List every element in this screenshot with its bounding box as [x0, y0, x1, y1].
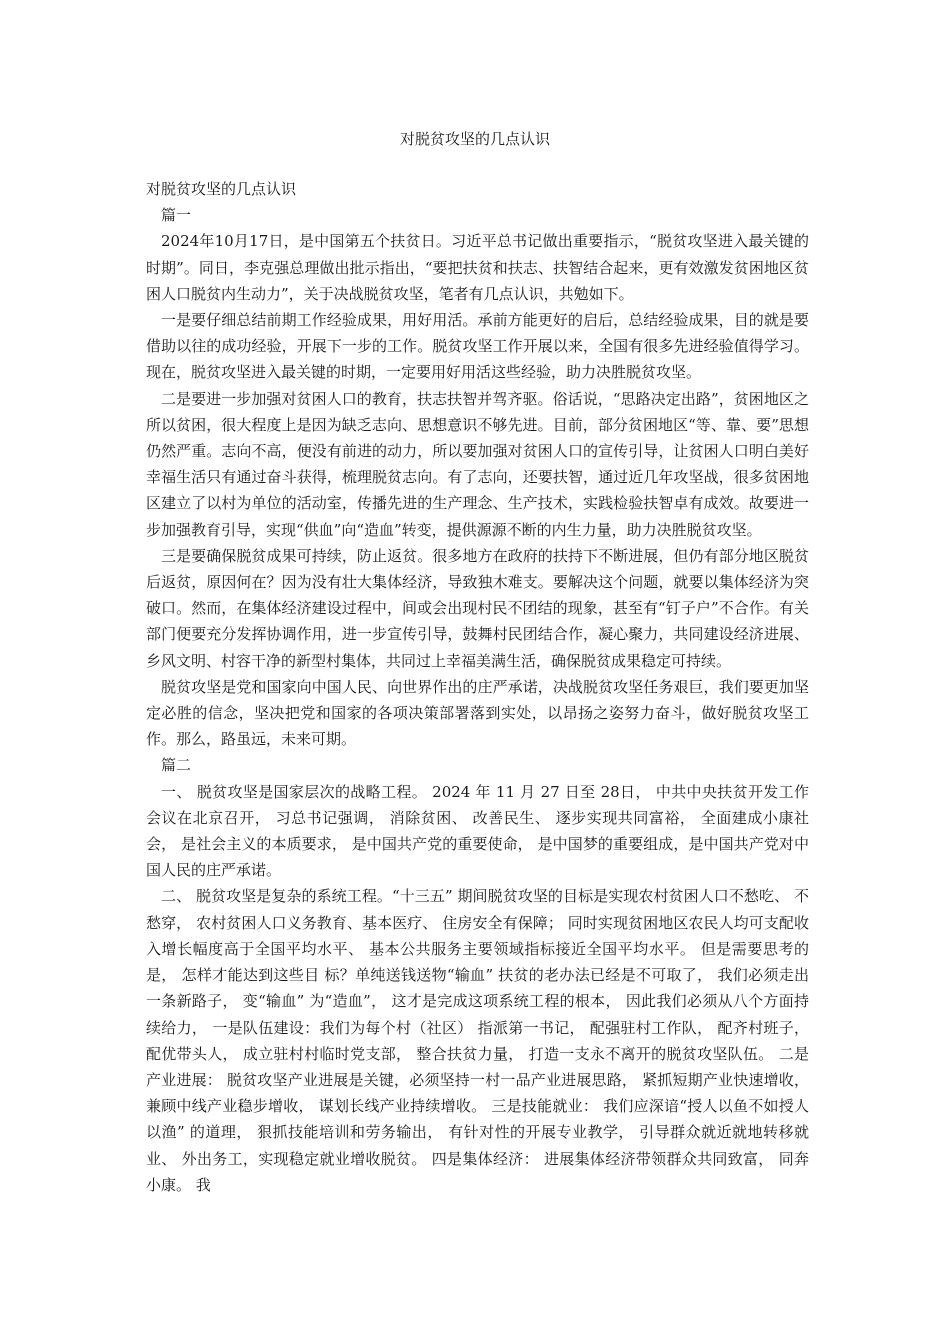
paragraph: 一是要仔细总结前期工作经验成果，用好用活。承前方能更好的启后，总结经验成果，目的就是要借助以往的成功经验，开展下一步的工作。脱贫攻坚工作开展以来，全国有很多先进经验值得学习。现在，脱贫攻坚进入最关键的时期，一定要用好用活这些经验，助力决胜脱贫攻坚。: [146, 311, 809, 382]
paragraph: 脱贫攻坚是党和国家向中国人民、向世界作出的庄严承诺，决战脱贫攻坚任务艰巨，我们要更加坚定必胜的信念，坚决把党和国家的各项决策部署落到实处，以昂扬之姿努力奋斗，做好脱贫攻坚工作。那么，路虽远，未来可期。: [146, 677, 809, 749]
paragraph: 三是要确保脱贫成果可持续，防止返贫。很多地方在政府的扶持下不断进展，但仍有部分地区脱贫后返贫，原因何在？因为没有壮大集体经济，导致独木难支。要解决这个问题，就要以集体经济为突破口。然而，在集体经济建设过程中，间或会出现村民不团结的现象，甚至有“钉子户”不合作。有关部门便要充分发挥协调作用，进一步宣传引导，鼓舞村民团结合作，凝心聚力，共同建设经济进展、乡风文明、村容干净的新型村集体，共同过上幸福美满生活，确保脱贫成果稳定可持续。: [146, 546, 809, 670]
paragraph: 二是要进一步加强对贫困人口的教育，扶志扶智并驾齐驱。俗话说，“思路决定出路”，贫困地区之所以贫困，很大程度上是因为缺乏志向、思想意识不够先进。目前，部分贫困地区“等、靠、要”思想仍然严重。志向不高，便没有前进的动力，所以要加强对贫困人口的宣传引导，让贫困人口明白美好幸福生活只有通过奋斗获得，梳理脱贫志向。有了志向，还要扶智，通过近几年攻坚战，很多贫困地区建立了以村为单位的活动室，传播先进的生产理念、生产技术，实践检验扶智卓有成效。故要进一步加强教育引导，实现“供血”向“造血”转变，提供源源不断的内生力量，助力决胜脱贫攻坚。: [146, 389, 809, 539]
page-title: 对脱贫攻坚的几点认识: [399, 130, 550, 148]
paragraph: 2024年10月17日，是中国第五个扶贫日。习近平总书记做出重要指示，“脱贫攻坚进入最关键的时期”。同日，李克强总理做出批示指出，“要把扶贫和扶志、扶智结合起来，更有效激发贫困地区贫困人口脱贫内生动力”，关于决战脱贫攻坚，笔者有几点认识，共勉如下。: [146, 232, 809, 303]
section-label: 篇一: [161, 206, 192, 225]
section-label: 篇二: [161, 756, 192, 775]
document-body: [146, 176, 809, 1198]
paragraph: 一、 脱贫攻坚是国家层次的战略工程。 2024 年 11 月 27 日至 28日， 中共中央扶贫开发工作会议在北京召开， 习总书记强调， 消除贫困、 改善民生、 逐步实现共同富裕， 全面建成小康社会， 是社会主义的本质要求， 是中国共产党的重要使命， 是中国梦的重要组成，是中国共产党对中国人民的庄严承诺。: [146, 782, 809, 880]
paragraph: 二、 脱贫攻坚是复杂的系统工程。“十三五” 期间脱贫攻坚的目标是实现农村贫困人口不愁吃、 不愁穿， 农村贫困人口义务教育、基本医疗、 住房安全有保障； 同时实现贫困地区农民人均可支配收入增长幅度高于全国平均水平、 基本公共服务主要领域指标接近全国平均水平。 但是需要思考的是， 怎样才能达到这些目 标？单纯送钱送物“输血” 扶贫的老办法已经是不可取了， 我们必须走出一条新路子， 变“输血” 为“造血”， 这才是完成这项系统工程的根本， 因此我们必须从八个方面持续给力， 一是队伍建设：我们为每个村（社区） 指派第一书记， 配强驻村工作队， 配齐村班子， 配优带头人， 成立驻村村临时党支部， 整合扶贫力量， 打造一支永不离开的脱贫攻坚队伍。 二是产业进展： 脱贫攻坚产业进展是关键，必须坚持一村一品产业进展思路， 紧抓短期产业快速增收， 兼顾中线产业稳步增收， 谋划长线产业持续增收。 三是技能就业： 我们应深谙“授人以鱼不如授人以渔” 的道理， 狠抓技能培训和劳务输出， 有针对性的开展专业教学， 引导群众就近就地转移就业、 外出务工，实现稳定就业增收脱贫。 四是集体经济： 进展集体经济带领群众共同致富， 同奔小康。 我: [146, 887, 809, 1194]
document-heading: 对脱贫攻坚的几点认识: [146, 180, 297, 198]
